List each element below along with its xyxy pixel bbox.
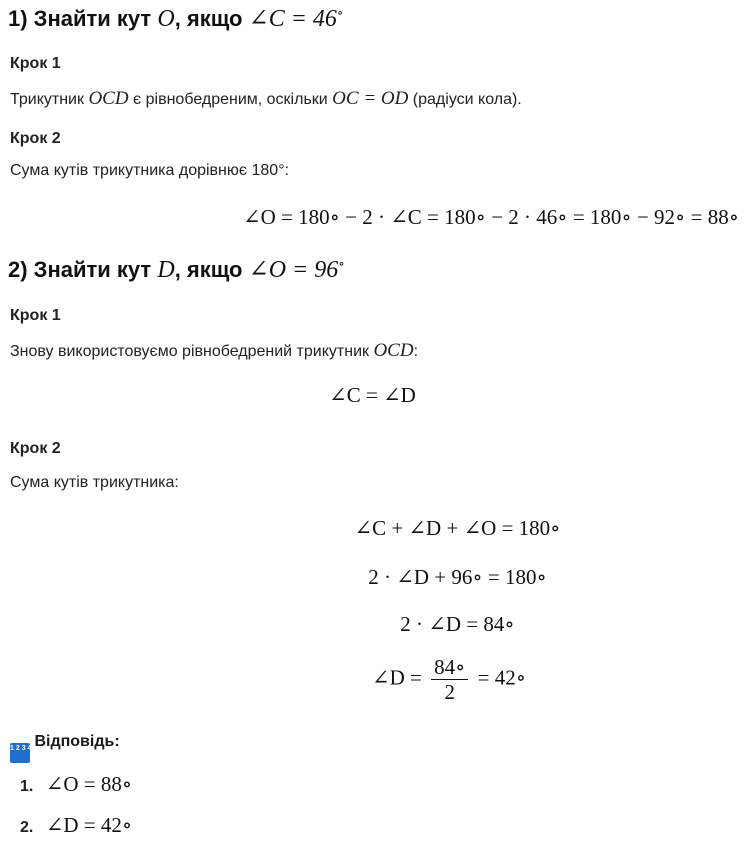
part2-step1-text: [10, 340, 418, 362]
part2-step1-colon: :: [413, 343, 419, 360]
part2-step1-text-main: Знову використовуємо рівнобедрений трикутник: [10, 343, 369, 360]
part2-eq5-fraction: [431, 655, 468, 704]
part2-eq2: ∠C + ∠D + ∠O = 180∘: [354, 516, 561, 540]
part1-cond-deg: ∘: [336, 4, 344, 20]
part1-step1-label: Крок 1: [10, 55, 61, 72]
part2-eq5-denominator: 2: [444, 680, 455, 704]
part2-eq5-numerator: 84∘: [431, 655, 468, 680]
part2-step2-label: Крок 2: [10, 440, 61, 457]
part1-heading-mid: , якщо: [174, 6, 243, 31]
part2-eq5-left: ∠D =: [372, 665, 422, 690]
part2-heading-mid: , якщо: [174, 257, 243, 282]
answer-label: Відповідь:: [34, 733, 120, 750]
part1-cond-text: ∠C = 46: [248, 6, 337, 32]
part1-step1-text-b: є рівнобедреним, оскільки: [133, 91, 328, 108]
part2-cond-text: ∠O = 96: [248, 257, 339, 283]
part1-formula: ∠O = 180∘ − 2 · ∠C = 180∘ − 2 · 46∘ = 180∘ − 92∘ = 88∘: [242, 205, 739, 229]
part2-step1-var: OCD: [373, 340, 414, 361]
answer-item-number: 2.: [20, 819, 34, 836]
part1-heading-var: O: [157, 6, 175, 32]
part2-eq5: [372, 655, 526, 704]
part2-step2-text: Сума кутів трикутника:: [10, 474, 179, 491]
answer-item: [20, 813, 132, 838]
part2-heading-var: D: [157, 257, 175, 283]
part1-step1-text-a: Трикутник: [10, 91, 84, 108]
part1-step1-var: OCD: [88, 88, 129, 109]
part1-step1-eq: OC = OD: [332, 88, 409, 109]
answer-heading: [10, 733, 120, 763]
answer-item-text: ∠O = 88∘: [45, 772, 133, 796]
part2-eq4: 2 · ∠D = 84∘: [400, 612, 515, 636]
part1-heading-prefix: 1) Знайти кут: [8, 6, 152, 31]
part2-eq1: ∠C = ∠D: [329, 383, 416, 407]
part2-eq3: 2 · ∠D + 96∘ = 180∘: [368, 565, 547, 589]
part1-step1-text-c: (радіуси кола).: [412, 91, 522, 108]
answer-item: [20, 772, 132, 797]
part2-heading-cond: [249, 257, 345, 283]
part2-heading-prefix: 2) Знайти кут: [8, 257, 152, 282]
part1-step2-label: Крок 2: [10, 130, 61, 147]
part1-heading-cond: [249, 6, 344, 32]
part2-cond-deg: ∘: [338, 255, 345, 271]
part1-step2-text: Сума кутів трикутника дорівнює 180°:: [10, 162, 290, 179]
part2-step1-label: Крок 1: [10, 307, 61, 324]
answer-item-text: ∠D = 42∘: [45, 813, 133, 837]
part1-step1-text: [10, 88, 522, 110]
part1-heading: [8, 4, 343, 33]
numbers-icon: 1 2 3 4: [10, 743, 30, 763]
answer-item-number: 1.: [20, 778, 34, 795]
part2-heading: [8, 255, 345, 284]
part2-eq5-right: = 42∘: [477, 665, 527, 690]
